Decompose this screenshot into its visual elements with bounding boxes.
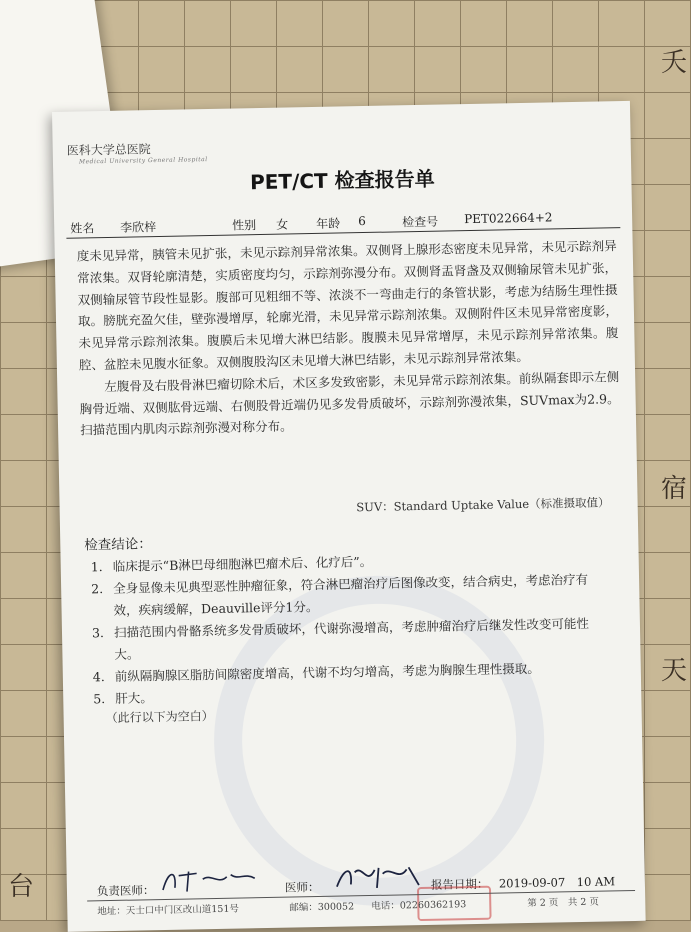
doctor-label: 医师： bbox=[284, 880, 320, 895]
physician-label: 负责医师： bbox=[96, 883, 155, 899]
hospital-name-en: Medical University General Hospital bbox=[78, 156, 208, 166]
doctor-signature bbox=[332, 859, 423, 893]
background-character: 天 bbox=[660, 656, 687, 686]
report-date-label: 报告日期： bbox=[430, 876, 489, 892]
exam-value: PET022664+2 bbox=[463, 210, 553, 227]
findings-paragraph: 度未见异常，胰管未见扩张，未见示踪剂异常浓集。双侧肾上腺形态密度未见异常，未见示踪剂异常浓集。双肾轮廓清楚，实质密度均匀，示踪剂弥漫分布。双侧肾盂肾盏及双侧输尿管未见扩张，双侧输尿管节段性显影。腹部可见粗细不等、浓淡不一弯曲走行的条管状影，考虑为结肠生理性摄取。膀胱充盈欠佳，壁弥漫增厚，轮廓光滑，未见异常示踪剂浓集。双侧附件区未见异常密度影，未见异常示踪剂浓集。腹膜后未见增大淋巴结影。腹膜未见异常增厚，未见示踪剂异常浓集。腹腔、盆腔未见腹水征象。双侧腹股沟区未见增大淋巴结影，未见示踪剂异常浓集。 bbox=[76, 238, 619, 373]
conclusion-number: 4. bbox=[92, 669, 105, 685]
blank-note: （此行以下为空白） bbox=[105, 709, 214, 726]
conclusion-list bbox=[87, 546, 614, 710]
exam-label: 检查号 bbox=[402, 214, 439, 230]
sex-value: 女 bbox=[276, 217, 289, 232]
patient-info-row bbox=[66, 205, 620, 239]
phone-text: 电话：02260362193 bbox=[371, 899, 467, 913]
age-label: 年龄 bbox=[316, 216, 341, 231]
conclusion-text: 临床提示“B淋巴母细胞淋巴瘤术后、化疗后”。 bbox=[112, 553, 373, 574]
name-label: 姓名 bbox=[70, 221, 95, 236]
sex-label: 性别 bbox=[232, 218, 257, 233]
background-character: 台 bbox=[8, 872, 35, 902]
conclusion-title: 检查结论： bbox=[84, 536, 152, 554]
physician-signature bbox=[158, 864, 259, 896]
page-number: 第 2 页 共 2 页 bbox=[527, 896, 600, 910]
conclusion-number: 1. bbox=[90, 559, 103, 575]
report-title: PET/CT 检查报告单 bbox=[249, 166, 435, 195]
findings-paragraph: 左腹骨及右股骨淋巴瘤切除术后，术区多发致密影，未见异常示踪剂浓集。前纵隔套即示左侧胸骨近端、双侧肱骨远端、右侧股骨近端仍见多发骨质破坏，示踪剂弥漫浓集，SUVmax为2.9。扫描范围内肌肉示踪剂弥漫对称分布。 bbox=[79, 368, 620, 438]
suv-note: SUV：Standard Uptake Value（标准摄取值） bbox=[356, 495, 610, 515]
conclusion-text: 全身显像未见典型恶性肿瘤征象，符合淋巴瘤治疗后图像改变，结合病史，考虑治疗有效，疾病缓解，Deauville评分1分。 bbox=[113, 571, 589, 618]
postcode-text: 邮编：300052 bbox=[289, 901, 355, 914]
age-value: 6 bbox=[358, 213, 366, 229]
findings-text bbox=[77, 235, 621, 442]
conclusion-text: 前纵隔胸腺区脂肪间隙密度增高，代谢不均匀增高，考虑为胸腺生理性摄取。 bbox=[114, 660, 540, 684]
background-character: 夭 bbox=[660, 48, 687, 78]
hospital-name: 医科大学总医院 bbox=[66, 142, 151, 158]
conclusion-number: 3. bbox=[91, 625, 105, 641]
conclusion-text: 肝大。 bbox=[115, 690, 153, 706]
conclusion-number: 5. bbox=[93, 691, 106, 707]
conclusion-text: 扫描范围内骨骼系统多发骨质破坏，代谢弥漫增高，考虑肿瘤治疗后继发性改变可能性大。 bbox=[113, 615, 590, 662]
conclusion-number: 2. bbox=[91, 581, 104, 597]
address-text: 地址：天士口中门区改山道151号 bbox=[97, 903, 240, 918]
report-sheet bbox=[52, 101, 646, 932]
name-value: 李欣梓 bbox=[120, 220, 157, 235]
background-character: 宿 bbox=[660, 474, 687, 504]
report-date-value: 2019-09-07 10 AM bbox=[498, 874, 616, 891]
